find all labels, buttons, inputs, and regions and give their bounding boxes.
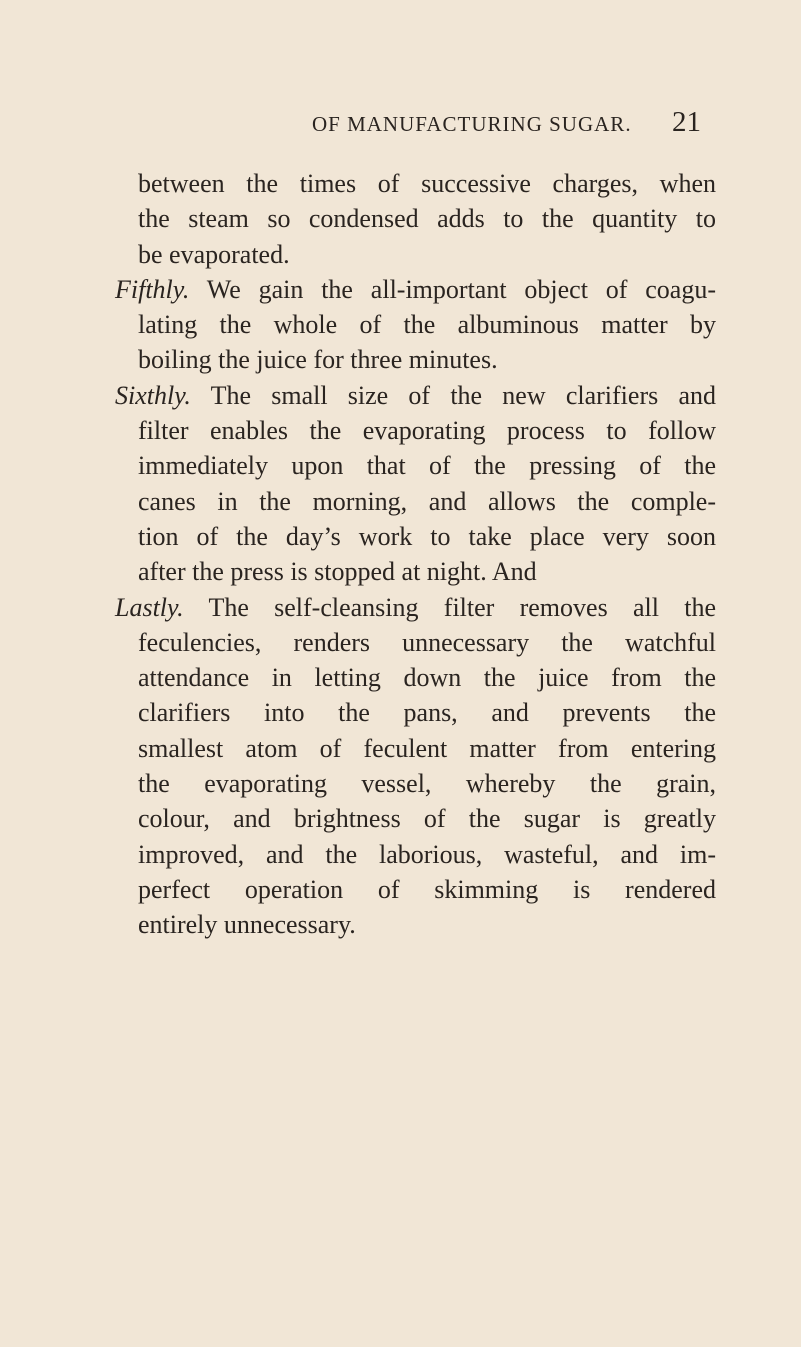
running-head — [0, 106, 801, 142]
text-line — [116, 695, 716, 730]
paragraph-lead: Fifthly. — [115, 274, 190, 304]
line-text: colour, and brightness of the sugar is greatly — [138, 804, 716, 834]
text-line — [116, 660, 716, 695]
line-text: be evaporated. — [138, 239, 290, 269]
text-line — [115, 272, 716, 307]
line-text: We gain the all-important object of coagu- — [189, 274, 716, 304]
line-text: tion of the day’s work to take place very soon — [138, 521, 716, 551]
paragraph-lead: Sixthly. — [115, 380, 191, 410]
line-text: clarifiers into the pans, and prevents the — [138, 698, 716, 728]
text-line — [116, 766, 716, 801]
text-line — [116, 837, 716, 872]
line-text: smallest atom of feculent matter from entering — [138, 733, 716, 763]
text-line — [116, 307, 716, 342]
text-line — [116, 484, 716, 519]
line-text: entirely unnecessary. — [138, 910, 356, 940]
line-text: lating the whole of the albuminous matter by — [138, 310, 716, 340]
line-text: immediately upon that of the pressing of the — [138, 451, 716, 481]
line-text: improved, and the laborious, wasteful, and im- — [138, 839, 716, 869]
running-title: OF MANUFACTURING SUGAR. — [312, 112, 632, 136]
text-line — [116, 201, 716, 236]
text-line — [116, 907, 716, 942]
line-text: The small size of the new clarifiers and — [190, 380, 716, 410]
line-text: perfect operation of skimming is rendered — [138, 874, 716, 904]
line-text: after the press is stopped at night. And — [138, 557, 537, 587]
text-line — [116, 731, 716, 766]
line-text: canes in the morning, and allows the comple- — [138, 486, 716, 516]
text-line — [116, 448, 716, 483]
line-text: the steam so condensed adds to the quantity to — [138, 204, 716, 234]
line-text: feculencies, renders unnecessary the watchful — [138, 627, 716, 657]
text-line — [116, 237, 716, 272]
line-text: between the times of successive charges, when — [138, 169, 716, 198]
text-line — [116, 872, 716, 907]
line-text: filter enables the evaporating process to follow — [138, 416, 716, 446]
text-line — [116, 413, 716, 448]
page-number: 21 — [672, 106, 701, 138]
text-line — [116, 625, 716, 660]
text-line — [115, 590, 716, 625]
line-text: boiling the juice for three minutes. — [138, 345, 498, 375]
text-line — [116, 801, 716, 836]
line-text: The self-cleansing filter removes all the — [183, 592, 716, 622]
paragraph-lead: Lastly. — [115, 592, 184, 622]
body-text — [116, 166, 716, 943]
text-line — [116, 342, 716, 377]
text-line — [115, 378, 716, 413]
line-text: the evaporating vessel, whereby the grain, — [138, 769, 716, 799]
line-text: attendance in letting down the juice from the — [138, 663, 716, 693]
text-line — [116, 554, 716, 589]
text-line — [116, 166, 716, 201]
text-line — [116, 519, 716, 554]
